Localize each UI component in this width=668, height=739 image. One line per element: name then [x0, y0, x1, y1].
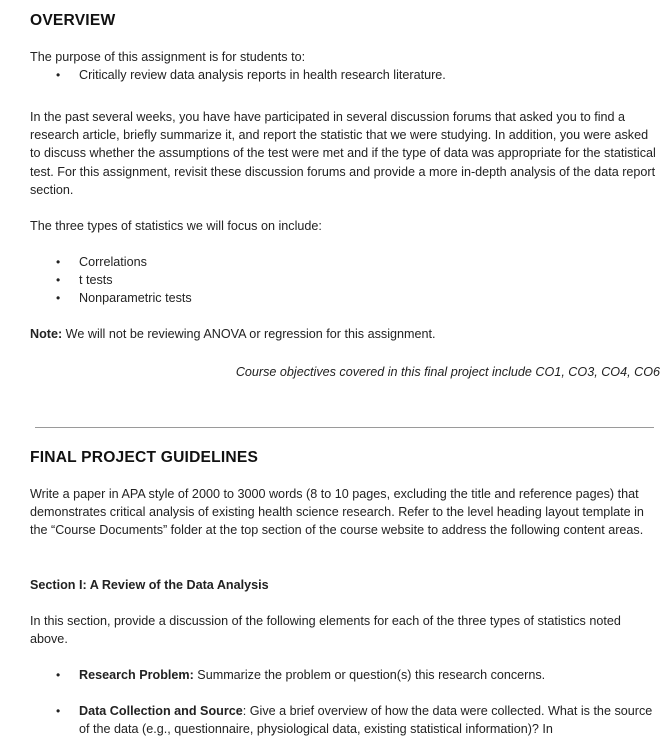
section1-list [30, 666, 662, 739]
purpose-list [30, 66, 662, 84]
overview-heading: OVERVIEW [30, 12, 116, 29]
item-label: Data Collection and Source [79, 704, 243, 719]
list-item [30, 702, 662, 738]
note-label: Note: [30, 327, 63, 341]
stats-list [30, 253, 662, 308]
list-item: • Correlations [30, 253, 662, 271]
note-text: We will not be reviewing ANOVA or regression for this assignment. [62, 327, 436, 341]
list-item: • Nonparametric tests [30, 289, 662, 307]
section1-intro: In this section, provide a discussion of the following elements for each of the three types of statistics noted above. [30, 614, 621, 647]
guidelines-paragraph: Write a paper in APA style of 2000 to 3000 words (8 to 10 pages, excluding the title and reference pages) that demonstrates critical analysis of existing health science research. Refer to the level heading layout template in the “Course Documents” folder at the top section of the course website to address the following content areas. [30, 487, 644, 538]
list-item [30, 666, 662, 684]
note-line [30, 325, 436, 343]
section1-heading: Section I: A Review of the Data Analysis [30, 578, 269, 592]
item-text: Summarize the problem or question(s) this research concerns. [193, 668, 546, 682]
section-divider [35, 427, 654, 428]
item-label: Research Problem: [79, 668, 194, 682]
purpose-intro: The purpose of this assignment is for students to: [30, 50, 306, 64]
list-item: • Critically review data analysis reports in health research literature. [30, 66, 662, 84]
item-text: : Give a brief overview of how the data were collected. What is the source of the data (e.g., questionnaire, physiological data, existing statistical information)? In [79, 704, 653, 737]
stats-intro: The three types of statistics we will focus on include: [30, 219, 322, 233]
list-item: • t tests [30, 271, 662, 289]
overview-paragraph: In the past several weeks, you have have participated in several discussion forums that asked you to find a research article, briefly summarize it, and report the statistic that we were studying. In addition, you were asked to discuss whether the assumptions of the test were met and if the type of data was appropriate for the statistical test. For this assignment, revisit these discussion forums and provide a more in-depth analysis of the data report section. [30, 110, 656, 197]
guidelines-heading: FINAL PROJECT GUIDELINES [30, 449, 259, 466]
course-objectives: Course objectives covered in this final project include CO1, CO3, CO4, CO6 [235, 365, 660, 379]
